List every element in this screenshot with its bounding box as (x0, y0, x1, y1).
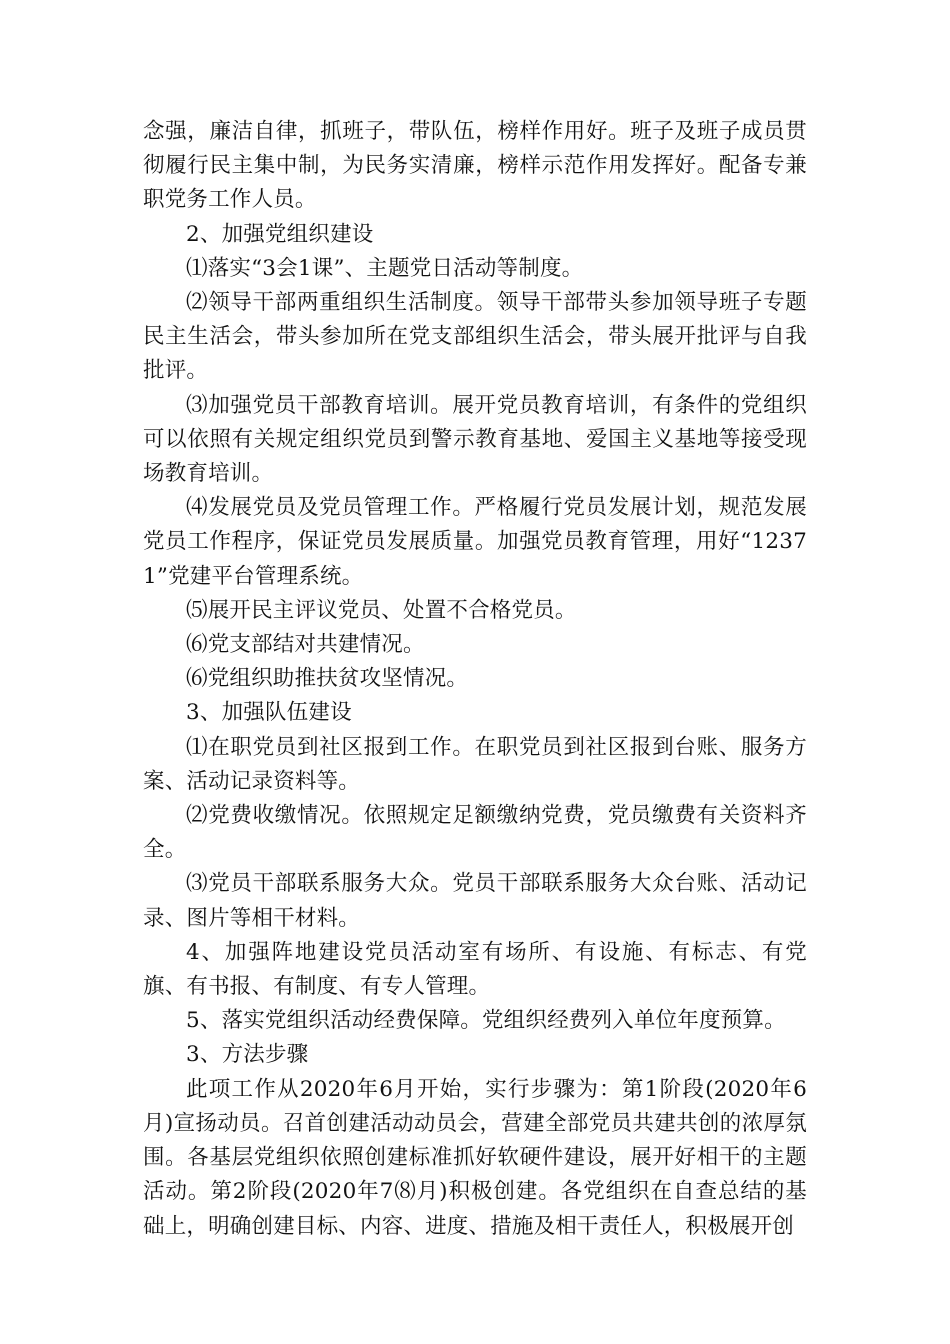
section-heading-position: 4、加强阵地建设党员活动室有场所、有设施、有标志、有党旗、有书报、有制度、有专人管理。 (143, 939, 807, 1000)
list-item: ⑹党组织助推扶贫攻坚情况。 (186, 666, 469, 692)
section-heading-funding: 5、落实党组织活动经费保障。党组织经费列入单位年度预算。 (186, 1008, 786, 1034)
document-page (143, 115, 807, 1244)
list-item: ⑵领导干部两重组织生活制度。领导干部带头参加领导班子专题民主生活会，带头参加所在党支部组织生活会，带头展开批评与自我批评。 (143, 290, 807, 384)
section-heading-team: 3、加强队伍建设 (186, 700, 352, 726)
list-item: ⑹党支部结对共建情况。 (186, 632, 425, 658)
list-item: ⑸展开民主评议党员、处置不合格党员。 (186, 597, 577, 623)
list-item: ⑶加强党员干部教育培训。展开党员教育培训，有条件的党组织可以依照有关规定组织党员到警示教育基地、爱国主义基地等接受现场教育培训。 (143, 392, 807, 487)
list-item: ⑴落实“3会1课”、主题党日活动等制度。 (186, 255, 584, 281)
paragraph-steps-body: 此项工作从2020年6月开始，实行步骤为：第1阶段(2020年6月)宣扬动员。召首创建活动动员会，营建全部党员共建共创的浓厚氛围。各基层党组织依照创建标准抓好软硬件建设，展开好相干的主题活动。第2阶段(2020年7⑻月)积极创建。各党组织在自查总结的基础上，明确创建目标、内容、进度、措施及相干责任人，积极展开创 (143, 1076, 807, 1239)
list-item: ⑵党费收缴情况。依照规定足额缴纳党费，党员缴费有关资料齐全。 (143, 803, 807, 863)
list-item: ⑶党员干部联系服务大众。党员干部联系服务大众台账、活动记录、图片等相干材料。 (143, 871, 807, 931)
paragraph-intro: 念强，廉洁自律，抓班子，带队伍，榜样作用好。班子及班子成员贯彻履行民主集中制，为民务实清廉，榜样示范作用发挥好。配备专兼职党务工作人员。 (143, 119, 807, 213)
section-heading-party-org: 2、加强党组织建设 (186, 221, 374, 247)
section-heading-steps: 3、方法步骤 (186, 1042, 309, 1068)
list-item: ⑴在职党员到社区报到工作。在职党员到社区报到台账、服务方案、活动记录资料等。 (143, 734, 807, 794)
list-item: ⑷发展党员及党员管理工作。严格履行党员发展计划，规范发展党员工作程序，保证党员发展质量。加强党员教育管理，用好“12371”党建平台管理系统。 (143, 495, 807, 589)
